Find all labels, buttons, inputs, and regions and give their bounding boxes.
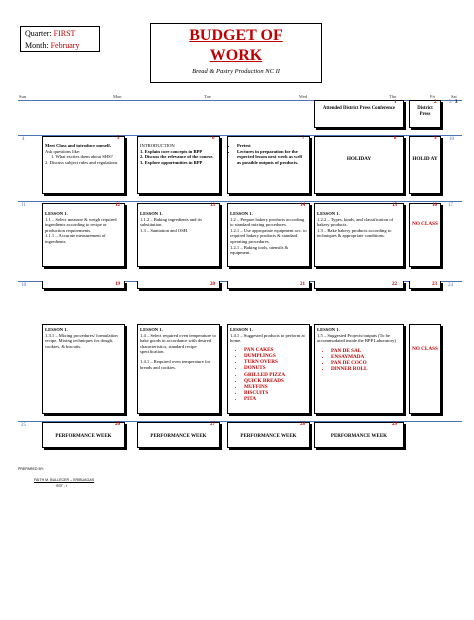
title-box bbox=[150, 23, 322, 83]
date-22: 22 bbox=[392, 282, 397, 287]
no-class-text: NO CLASS bbox=[412, 221, 438, 227]
cell-mon-19 bbox=[42, 281, 125, 289]
cell-mon-lesson bbox=[42, 324, 125, 414]
tue-lesson-item-1: 1.4 – Select required oven temperature to bake goods in accordance with desired characteristics, standard recipe specification. bbox=[140, 332, 216, 355]
day-sat: Sat bbox=[451, 94, 457, 99]
tue13-item-2: 1.3 – Sanitation and OSH. bbox=[140, 227, 189, 233]
wed14-item-3: 1.2.1 – Baking tools, utensils & equipment. bbox=[230, 244, 289, 256]
cell-mon-5 bbox=[42, 136, 125, 194]
cell-wed-21 bbox=[227, 281, 310, 289]
preparer-position: SST - I bbox=[56, 484, 68, 488]
conference-text: Attended District Press Conference bbox=[322, 106, 396, 111]
cell-tue-lesson bbox=[137, 324, 220, 414]
intro-title: INTRODUCTION bbox=[140, 143, 175, 148]
product-item: • PAN DE COCO bbox=[331, 360, 401, 366]
lesson-title: LESSON 1. bbox=[45, 327, 68, 332]
thu15-item-2: 1.3 – Bake bakery products according to techniques & appropriate conditions. bbox=[317, 227, 392, 239]
day-thu: Thu bbox=[389, 94, 397, 99]
product-item: • TURN OVERS bbox=[244, 359, 307, 365]
product-item: • DUMPLINGS bbox=[244, 353, 307, 359]
product-item: • DONUTS bbox=[244, 365, 307, 371]
date-11: 11 bbox=[21, 203, 26, 208]
product-item: • DINNER ROLL bbox=[331, 366, 401, 372]
tue-item-3: 3. Explore opportunities in BPP bbox=[140, 159, 203, 165]
cell-tue-6 bbox=[137, 136, 220, 194]
day-tue: Tue bbox=[204, 94, 211, 99]
date-21: 21 bbox=[300, 282, 305, 287]
cell-wed-28 bbox=[227, 422, 310, 448]
cell-wed-lesson bbox=[227, 324, 310, 414]
date-27: 27 bbox=[210, 422, 215, 427]
tue13-item-1: 1.1.2 – Baking ingredients and its substitution. bbox=[140, 216, 202, 228]
date-17: 17 bbox=[448, 203, 453, 208]
product-item: • PAN DE SAL bbox=[331, 348, 401, 354]
title-line2: WORK bbox=[209, 47, 263, 64]
performance-week-text: PERFORMANCE WEEK bbox=[150, 434, 207, 439]
tue-item-2: 2. Discuss the relevance of the course. bbox=[140, 154, 214, 160]
date-3: 3 bbox=[449, 100, 452, 105]
quarter-label: Quarter: bbox=[25, 29, 52, 38]
wed14-item-1: 1.2 – Prepare bakery products according to standard mixing procedures. bbox=[230, 216, 305, 228]
product-item: • QUICK BREADS bbox=[244, 378, 307, 384]
cell-thu-lesson bbox=[314, 324, 404, 414]
performance-week-text: PERFORMANCE WEEK bbox=[330, 434, 388, 439]
tue-lesson-item-2: 1.4.1 – Required oven temperature for breads and cookies. bbox=[140, 358, 211, 370]
cell-fri-16 bbox=[409, 203, 441, 267]
thu-lesson-item: 1.5 – Suggested Projects/outputs (To be accommodated inside the BPP Laboratory) bbox=[317, 332, 396, 344]
date-4: 4 bbox=[22, 137, 25, 142]
day-wed: Wed bbox=[299, 94, 308, 99]
quarter-box bbox=[20, 26, 100, 52]
date-13: 13 bbox=[210, 203, 215, 208]
date-12: 12 bbox=[115, 203, 120, 208]
day-sun: Sun bbox=[19, 94, 27, 99]
cell-thu-29 bbox=[314, 422, 404, 448]
cell-mon-12 bbox=[42, 203, 125, 267]
pretest-item: • Pretest bbox=[237, 143, 307, 149]
question-2: 2. Discuss subject rules and regulations bbox=[45, 159, 118, 165]
lecture-item: • Lectures in preparation for the expected lesson next week as well as possible outputs of products. bbox=[237, 149, 307, 166]
date-26: 26 bbox=[115, 422, 120, 427]
wed14-item-2: 1.2.1 – Use appropriate equipment acc. to required bakery products & standard operating procedures. bbox=[230, 227, 307, 244]
date-5: 5 bbox=[117, 136, 120, 141]
lesson-title: LESSON 1. bbox=[45, 211, 68, 216]
product-item: • PITA bbox=[244, 396, 307, 402]
date-14: 14 bbox=[300, 203, 305, 208]
date-3-sat: 3 bbox=[455, 100, 458, 105]
mon12-item-1: 1.1 – Select measure & weigh required ingredients according to recipe or production requirements. bbox=[45, 216, 117, 233]
cell-mon-26 bbox=[42, 422, 125, 448]
date-1: 1 bbox=[394, 100, 397, 105]
month-value: February bbox=[50, 41, 80, 50]
cell-thu-1 bbox=[314, 100, 404, 128]
date-25: 25 bbox=[21, 423, 26, 428]
meet-class-text: Meet Class and introduce oneself. bbox=[45, 143, 111, 148]
date-16: 16 bbox=[432, 203, 437, 208]
subtitle: Bread & Pastry Production NC II bbox=[192, 68, 280, 75]
lesson-title: LESSON 1. bbox=[317, 211, 340, 216]
date-18: 18 bbox=[21, 283, 26, 288]
product-item: • ENSAYMADA bbox=[331, 354, 401, 360]
quarter-value: FIRST bbox=[53, 29, 76, 38]
holiday-text: HOLIDAY bbox=[346, 156, 372, 162]
mon-lesson-item: 1.3.1 – Mixing procedures/ formulation recipe. Mixing techniques for dough, cookies, & biscuits. bbox=[45, 332, 118, 349]
date-24: 24 bbox=[448, 283, 453, 288]
product-item: • PAN CAKES bbox=[244, 347, 307, 353]
home-products-list bbox=[230, 347, 307, 403]
cell-fri-noclass bbox=[409, 324, 441, 414]
date-19: 19 bbox=[115, 282, 120, 287]
date-28: 28 bbox=[300, 422, 305, 427]
cell-tue-20 bbox=[137, 281, 220, 289]
date-2: 2 bbox=[434, 100, 437, 105]
date-7: 7 bbox=[302, 136, 305, 141]
prepared-by-label: PREPARED BY: bbox=[18, 467, 45, 471]
no-class-text: NO CLASS bbox=[412, 346, 438, 352]
title-line1: BUDGET OF bbox=[189, 27, 283, 44]
day-fri: Fri bbox=[430, 94, 436, 99]
lesson-title: LESSON 1. bbox=[230, 327, 253, 332]
lesson-title: LESSON 1. bbox=[317, 327, 340, 332]
product-item: • MUFFINS bbox=[244, 384, 307, 390]
product-item: • GRILLED PIZZA bbox=[244, 372, 307, 378]
cell-wed-7 bbox=[227, 136, 310, 194]
thu15-item-1: 1.2.2 – Types, kinds, and classification of bakery products. bbox=[317, 216, 394, 228]
date-10: 10 bbox=[449, 137, 454, 142]
date-15: 15 bbox=[392, 203, 397, 208]
lesson-title: LESSON 1. bbox=[140, 211, 163, 216]
day-mon: Mon bbox=[113, 94, 122, 99]
lesson-title: LESSON 1. bbox=[230, 211, 253, 216]
lesson-title: LESSON 1. bbox=[140, 327, 163, 332]
date-9: 9 bbox=[434, 136, 437, 141]
lab-products-list bbox=[317, 348, 401, 373]
date-29: 29 bbox=[392, 422, 397, 427]
cell-thu-8 bbox=[314, 136, 404, 194]
question-1: 1. What excites them about SHS? bbox=[51, 154, 113, 160]
cell-tue-27 bbox=[137, 422, 220, 448]
date-8: 8 bbox=[394, 136, 397, 141]
tue-item-1: 1. Explain core concepts in BPP bbox=[140, 148, 203, 154]
press-text: District Press bbox=[417, 106, 433, 117]
mon12-item-2: 1.1.1 – Accurate measurement of ingredients. bbox=[45, 233, 106, 244]
ask-text: Ask questions like: bbox=[45, 148, 81, 154]
product-item: • BISCUITS bbox=[244, 390, 307, 396]
cell-wed-14 bbox=[227, 203, 310, 267]
wed-lesson-item: 1.4.1 – Suggested products to perform at home. bbox=[230, 332, 305, 344]
holiday-fri-text: HOLID AY bbox=[412, 156, 438, 162]
date-23: 23 bbox=[432, 282, 437, 287]
performance-week-text: PERFORMANCE WEEK bbox=[55, 434, 112, 439]
date-6: 6 bbox=[212, 136, 215, 141]
performance-week-text: PERFORMANCE WEEK bbox=[240, 434, 297, 439]
week-line bbox=[18, 201, 462, 202]
cell-thu-22 bbox=[314, 281, 404, 289]
date-20: 20 bbox=[210, 282, 215, 287]
preparer-name: FAITH M. BULLECER – ERIBUAGAS bbox=[34, 478, 95, 482]
month-label: Month: bbox=[25, 41, 49, 50]
cell-tue-13 bbox=[137, 203, 220, 267]
cell-fri-9 bbox=[409, 136, 441, 194]
cell-thu-15 bbox=[314, 203, 404, 267]
